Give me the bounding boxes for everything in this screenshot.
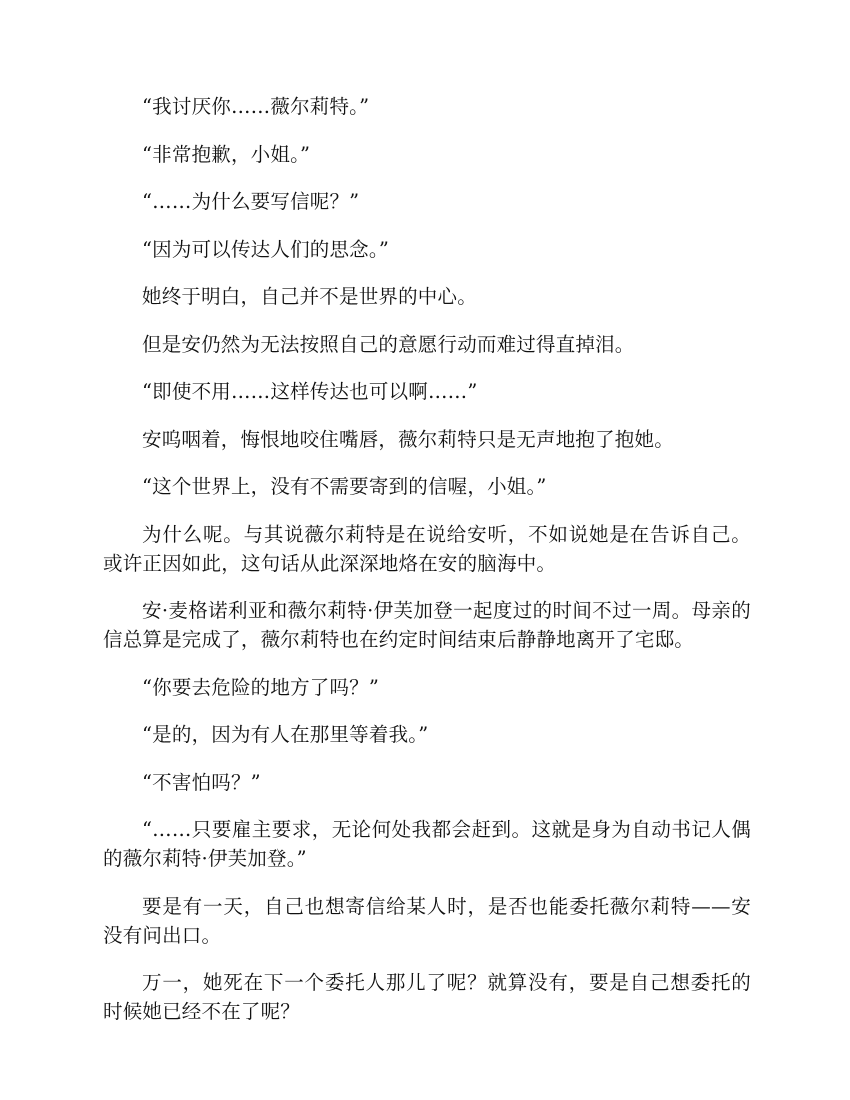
paragraph: “你要去危险的地方了吗？” xyxy=(142,675,380,699)
paragraph: “我讨厌你……薇尔莉特。” xyxy=(142,95,370,118)
paragraph: “因为可以传达人们的思念。” xyxy=(142,237,389,261)
paragraph: “是的，因为有人在那里等着我。” xyxy=(142,723,429,746)
paragraph: 万一，她死在下一个委托人那儿了呢？就算没有，要是自己想委托的时候她已经不在了呢？ xyxy=(103,971,751,1023)
paragraph: “……只要雇主要求，无论何处我都会赶到。这就是身为自动书记人偶的薇尔莉特·伊芙加登。” xyxy=(103,818,751,870)
text-body xyxy=(103,92,751,1045)
paragraph: 但是安仍然为无法按照自己的意愿行动而难过得直掉泪。 xyxy=(142,332,635,356)
paragraph: “不害怕吗？” xyxy=(142,770,261,794)
paragraph: “这个世界上，没有不需要寄到的信喔，小姐。” xyxy=(142,475,547,498)
paragraph: 要是有一天，自己也想寄信给某人时，是否也能委托薇尔莉特——安没有问出口。 xyxy=(103,894,751,947)
paragraph: “……为什么要写信呢？” xyxy=(142,190,360,213)
paragraph: 安·麦格诺利亚和薇尔莉特·伊芙加登一起度过的时间不过一周。母亲的信总算是完成了，薇尔莉特也在约定时间结束后静静地离开了宅邸。 xyxy=(103,599,751,651)
paragraph: 她终于明白，自己并不是世界的中心。 xyxy=(142,285,477,308)
paragraph: “即使不用……这样传达也可以啊……” xyxy=(142,380,478,403)
paragraph: “非常抱歉，小姐。” xyxy=(142,142,311,166)
paragraph: 为什么呢。与其说薇尔莉特是在说给安听，不如说她是在告诉自己。或许正因如此，这句话从此深深地烙在安的脑海中。 xyxy=(103,522,751,575)
paragraph: 安呜咽着，悔恨地咬住嘴唇，薇尔莉特只是无声地抱了抱她。 xyxy=(142,427,674,451)
